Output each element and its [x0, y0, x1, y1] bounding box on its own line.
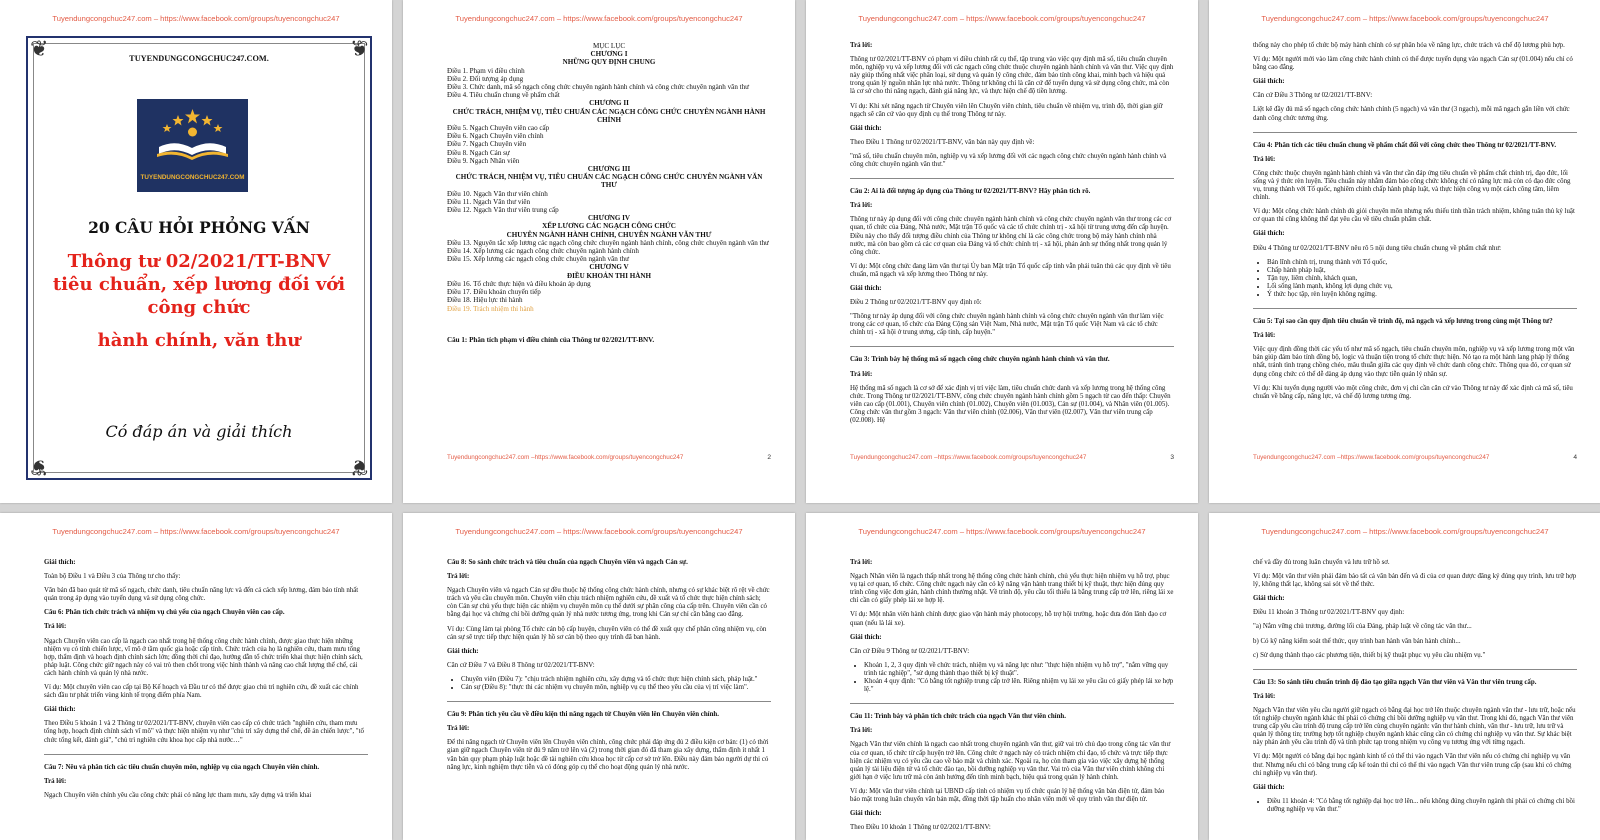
cover-footer: Có đáp án và giải thích — [105, 422, 293, 441]
toc-chapter-heading: CHUYÊN NGÀNH HÀNH CHÍNH, CHUYÊN NGÀNH VĂN THƯ — [506, 230, 712, 239]
paragraph: Ngạch Chuyên viên cao cấp là ngạch cao nhất trong hệ thống công chức hành chính, được giao thực hiện những nhiệm vụ có tính chiến lược, vĩ mô ở tầm quốc gia hoặc cấp tỉnh. Chức trách của họ là nghiên cứu, tham mưu tổng hợp, thẩm định và hoạch định chính sách lớn; đồng thời chỉ đạo, hướng dẫn tổ chức triển khai thực hiện chính sách, pháp luật. Công chức giữ ngạch này có vai trò then chốt trong việc hình thành và nâng cao chất lượng thể chế, cải cách hành chính và quản lý nhà nước. — [44, 637, 363, 677]
paragraph: Ví dụ: Một người mới vào làm công chức hành chính có thể được tuyển dụng vào ngạch Cán sự (01.004) nếu chỉ có bằng cao đẳng. — [1253, 56, 1573, 72]
page-5[interactable] — [0, 513, 392, 840]
toc-chapter-heading: CHƯƠNG II — [589, 99, 629, 108]
page-header: Tuyendungcongchuc247.com – https://www.facebook.com/groups/tuyencongchuc247 — [455, 527, 743, 536]
paragraph: Ví dụ: Một công chức hành chính dù giỏi chuyên môn nhưng nếu thiếu tinh thần trách nhiệm, không tuân thủ kỷ luật cơ quan thì cũng không thể đạt yêu cầu về tiêu chuẩn phẩm chất. — [1253, 208, 1575, 224]
paragraph: Ví dụ: Một văn thư viên chính tại UBND cấp tỉnh có nhiệm vụ tổ chức quản lý hệ thống văn bản điện tử, đảm bảo bảo mật trong luân chuyển văn bản mật, đồng thời tập huấn cho nhân viên mới về quy trình văn thư điện tử. — [850, 787, 1165, 803]
paragraph: Điều 11 khoản 3 Thông tư 02/2021/TT-BNV quy định: — [1253, 609, 1405, 617]
paragraph: Thông tư này áp dụng đối với công chức chuyên ngành hành chính và công chức chuyên ngành văn thư trong các cơ quan, tổ chức của Đảng, Nhà nước, Mặt trận Tổ quốc và các tổ chức chính trị - xã hội từ trung ương đến cấp huyện. Điều này cho thấy đối tượng điều chỉnh của Thông tư không chỉ là các công chức trong bộ máy hành chính nhà nước, mà còn bao gồm cả các cơ quan của Đảng và tổ chức chính trị - xã hội, phản ánh sự thống nhất trong quản lý công chức. — [850, 216, 1172, 256]
cover-subtitle-line: Thông tư 02/2021/TT-BNV — [67, 251, 331, 272]
paragraph: Ngạch Chuyên viên và ngạch Cán sự đều thuộc hệ thống công chức hành chính, nhưng có sự khác biệt rõ rệt về chức trách và yêu cầu chuyên môn. Chuyên viên chịu trách nhiệm nghiên cứu, đề xuất và tổ chức thực hiện chính sách; còn Cán sự chủ yếu thực hiện các nhiệm vụ chuyên môn cụ thể dưới sự phân công của cấp trên. Chuyên viên cần có bằng đại học và chứng chỉ bồi dưỡng quản lý nhà nước tương ứng, trong khi Cán sự chỉ cần bằng cao đẳng. — [447, 587, 770, 619]
section-heading: Giải thích: — [1253, 783, 1285, 791]
paragraph: Ví dụ: Một chuyên viên cao cấp tại Bộ Kế hoạch và Đầu tư có thể được giao chủ trì nghiên cứu, đề xuất các chính sách đầu tư phát triển vùng kinh tế trọng điểm phía Nam. — [44, 684, 359, 700]
toc-entry[interactable]: Điều 8. Ngạch Cán sự — [447, 148, 510, 157]
page-body — [447, 559, 771, 778]
page-number: 2 — [767, 454, 771, 461]
cover-frame — [26, 36, 372, 480]
toc-entry[interactable]: Điều 18. Hiệu lực thi hành — [447, 296, 523, 305]
toc-entry[interactable]: Điều 6. Ngạch Chuyên viên chính — [447, 132, 544, 141]
cover-subtitle — [36, 250, 362, 352]
paragraph: "Thông tư này áp dụng đối với công chức chuyên ngành hành chính và công chức chuyên ngành văn thư làm việc trong các cơ quan, tổ chức của Đảng Cộng sản Việt Nam, Nhà nước, Mặt trận Tổ quốc Việt Nam và các tổ chức chính trị - xã hội ở trung ương, cấp tỉnh, cấp huyện." — [850, 313, 1164, 337]
toc-entry[interactable]: Điều 16. Tổ chức thực hiện và điều khoản áp dụng — [447, 279, 591, 288]
page-toc[interactable] — [403, 0, 795, 503]
paragraph: Theo Điều 5 khoản 1 và 2 Thông tư 02/2021/TT-BNV, chuyên viên cao cấp có chức trách "nghiên cứu, tham mưu tổng hợp, hoạch định chính sách vĩ mô" và thực hiện nhiệm vụ như "chủ trì xây dựng thể chế, đề án chiến lược", "tổ chức tổng kết, đánh giá", "chủ trì nghiên cứu khoa học cấp nhà nước…" — [44, 720, 364, 744]
section-heading: Câu 13: So sánh tiêu chuẩn trình độ đào tạo giữa ngạch Văn thư viên và Văn thư viên trung cấp. — [1253, 678, 1537, 686]
section-heading: Trả lời: — [447, 725, 470, 733]
page-8[interactable] — [1209, 513, 1600, 840]
section-heading: Câu 4: Phân tích các tiêu chuẩn chung về phẩm chất đối với công chức theo Thông tư 02/2021/TT-BNV. — [1253, 141, 1557, 149]
section-heading: Giải thích: — [44, 559, 76, 566]
paragraph: Ví dụ: Một công chức đang làm văn thư tại Ủy ban Mặt trận Tổ quốc cấp tỉnh vẫn phải tuân thủ các quy định về tiêu chuẩn, mã ngạch và xếp lương theo Thông tư này. — [850, 262, 1171, 278]
paragraph: Điều 4 Thông tư 02/2021/TT-BNV nêu rõ 5 nội dung tiêu chuẩn chung về phẩm chất như: — [1253, 244, 1502, 252]
paragraph: b) Có kỹ năng kiểm soát thể thức, quy trình ban hành văn bản hành chính... — [1253, 637, 1461, 645]
list-item: • Bản lĩnh chính trị, trung thành với Tổ quốc, — [1267, 259, 1577, 267]
toc-entry[interactable]: Điều 19. Trách nhiệm thi hành — [447, 304, 534, 313]
paragraph: Căn cứ Điều 7 và Điều 8 Thông tư 02/2021/TT-BNV: — [447, 661, 595, 669]
section-heading: Giải thích: — [850, 284, 882, 292]
section-divider — [1253, 669, 1577, 670]
list-item: • Ý thức học tập, rèn luyện không ngừng. — [1267, 291, 1577, 299]
list-item: • Điều 11 khoản 4: "Có bằng tốt nghiệp đại học trở lên... nếu không đúng chuyên ngành thì phải có chứng chỉ bồi dưỡng nghiệp vụ văn thư." — [1267, 798, 1577, 814]
section-heading: Trả lời: — [850, 727, 873, 735]
section-heading: Giải thích: — [1253, 230, 1285, 238]
cover-site-name: TUYENDUNGCONGCHUC247.COM. — [129, 54, 269, 63]
paragraph: Công chức thuộc chuyên ngành hành chính và văn thư cần đáp ứng tiêu chuẩn về phẩm chất chính trị, đạo đức, lối sống và ý thức rèn luyện. Tiêu chuẩn này nhằm đảm bảo công chức không chỉ có năng lực mà còn có đạo đức công vụ, trung thành với Tổ quốc, nghiêm chỉnh chấp hành pháp luật, và thực hiện công vụ một cách công tâm, liêm chính. — [1253, 169, 1571, 202]
toc-chapter-heading: CHƯƠNG III — [587, 165, 631, 174]
page-header: Tuyendungcongchuc247.com – https://www.facebook.com/groups/tuyencongchuc247 — [455, 14, 743, 23]
toc-chapter-heading: CHỨC TRÁCH, NHIỆM VỤ, TIÊU CHUẨN CÁC NGẠCH CÔNG CHỨC CHUYÊN NGÀNH VĂN THƯ — [455, 173, 763, 190]
cover-subtitle-line: tiêu chuẩn, xếp lương đối với — [52, 274, 346, 295]
page-cover[interactable] — [0, 0, 392, 503]
paragraph: Ví dụ: Một văn thư viên phải đảm bảo tất cả văn bản đến và đi của cơ quan được đăng ký đúng quy trình, lưu trữ hợp lý, không thất lạc, không sai sót về thể thức. — [1253, 573, 1577, 589]
toc-chapter-heading: CHƯƠNG I — [590, 50, 628, 59]
paragraph: Căn cứ Điều 3 Thông tư 02/2021/TT-BNV: — [1253, 92, 1373, 100]
page-6[interactable] — [403, 513, 795, 840]
toc-entry[interactable]: Điều 14. Xếp lương các ngạch công chức chuyên ngành hành chính — [447, 247, 639, 256]
section-heading: Giải thích: — [850, 124, 882, 132]
section-heading: Câu 5: Tại sao cần quy định tiêu chuẩn về trình độ, mã ngạch và xếp lương trong cùng một Thông tư? — [1253, 318, 1553, 326]
list-item: • Chuyên viên (Điều 7): "chịu trách nhiệm nghiên cứu, xây dựng và tổ chức thực hiện chính sách, pháp luật." — [461, 676, 771, 684]
section-heading: Câu 11: Trình bày và phân tích chức trách của ngạch Văn thư viên chính. — [850, 713, 1066, 721]
section-heading: Trả lời: — [44, 777, 67, 785]
page-body — [850, 559, 1174, 838]
page-number: 4 — [1573, 454, 1577, 461]
section-heading: Câu 7: Nêu và phân tích các tiêu chuẩn chuyên môn, nghiệp vụ của ngạch Chuyên viên chính. — [44, 763, 320, 771]
toc-chapter-heading: CHƯƠNG IV — [587, 214, 631, 223]
paragraph: Ngạch Nhân viên là ngạch thấp nhất trong hệ thống công chức hành chính, chủ yếu thực hiện nhiệm vụ hỗ trợ, phục vụ tại cơ quan, tổ chức. Công chức ngạch này cần có kỹ năng vận hành trang thiết bị kỹ thuật, thực hiện đúng quy trình công việc đơn giản, hành chính thường nhật. Về trình độ, yêu cầu tối thiểu là bằng trung cấp trở lên, riêng lái xe chỉ cần có giấy phép lái xe hợp lệ. — [850, 573, 1174, 605]
paragraph: c) Sử dụng thành thạo các phương tiện, thiết bị kỹ thuật phục vụ yêu cầu nhiệm vụ." — [1253, 651, 1486, 659]
list-item: • Khoản 1, 2, 3 quy định về chức trách, nhiệm vụ và năng lực như: "thực hiện nhiệm vụ hỗ trợ", "nắm vững quy trình tác nghiệp", "sử dụng thành thạo thiết bị kỹ thuật". — [864, 662, 1174, 678]
section-heading: Giải thích: — [44, 706, 76, 714]
paragraph: chế và đầy đủ trong luân chuyển và lưu trữ hồ sơ. — [1253, 559, 1390, 566]
section-heading: Câu 8: So sánh chức trách và tiêu chuẩn của ngạch Chuyên viên và ngạch Cán sự. — [447, 559, 688, 566]
paragraph: Liệt kê đầy đủ mã số ngạch công chức hành chính (5 ngạch) và văn thư (3 ngạch), mỗi mã ngạch gắn liền với chức danh công chức tương ứng. — [1253, 106, 1570, 122]
toc-chapter-heading: CHỨC TRÁCH, NHIỆM VỤ, TIÊU CHUẨN CÁC NGẠCH CÔNG CHỨC CHUYÊN NGÀNH HÀNH CHÍNH — [452, 107, 766, 124]
paragraph: Ví dụ: Cùng làm tại phòng Tổ chức cán bộ cấp huyện, chuyên viên có thể đề xuất quy chế phân công nhiệm vụ, còn cán sự sẽ trực tiếp thực hiện quản lý hồ sơ cán bộ theo quy trình đã ban hành. — [447, 625, 767, 641]
logo-graphic — [137, 99, 248, 192]
section-divider — [447, 701, 771, 702]
page-number: 3 — [1170, 454, 1174, 461]
toc-entry[interactable]: Điều 13. Nguyên tắc xếp lương các ngạch công chức chuyên ngành hành chính, công chức chuyên ngành văn thư — [447, 238, 769, 247]
toc-chapter-heading: NHỮNG QUY ĐỊNH CHUNG — [562, 58, 656, 67]
paragraph: Ví dụ: Một nhân viên hành chính được giao vận hành máy photocopy, hỗ trợ hội trường, hoặc đưa đón lãnh đạo cơ quan (nếu là lái xe). — [850, 611, 1167, 627]
section-heading: Câu 9: Phân tích yêu cầu về điều kiện thi nâng ngạch từ Chuyên viên lên Chuyên viên chính. — [447, 711, 719, 719]
cover-subtitle-line: hành chính, văn thư — [97, 330, 301, 351]
section-heading: Trả lời: — [850, 370, 873, 378]
page-footer: Tuyendungcongchuc247.com –https://www.facebook.com/groups/tuyencongchuc247 — [850, 454, 1087, 461]
section-heading: Câu 2: Ai là đối tượng áp dụng của Thông tư 02/2021/TT-BNV? Hãy phân tích rõ. — [850, 188, 1091, 196]
paragraph: Ví dụ: Một người có bằng đại học ngành kinh tế có thể thi vào ngạch Văn thư viên nếu có chứng chỉ nghiệp vụ văn thư. Nhưng nếu chỉ có bằng trung cấp kế toán thì chỉ có thể thi vào ngạch Văn thư viên trung cấp (sau khi có chứng chỉ nghiệp vụ văn thư). — [1253, 753, 1572, 777]
section-heading: Giải thích: — [1253, 78, 1285, 86]
section-heading: Câu 6: Phân tích chức trách và nhiệm vụ chủ yếu của ngạch Chuyên viên cao cấp. — [44, 609, 285, 617]
paragraph: Ví dụ: Khi xét nâng ngạch từ Chuyên viên lên Chuyên viên chính, tiêu chuẩn về nhiệm vụ, trình độ, thời gian giữ ngạch sẽ căn cứ vào quy định cụ thể trong Thông tư này. — [850, 102, 1163, 118]
section-heading: Trả lời: — [850, 202, 873, 210]
section-heading: Câu 3: Trình bày hệ thống mã số ngạch công chức chuyên ngành hành chính và văn thư. — [850, 356, 1110, 364]
toc-entry[interactable]: Điều 9. Ngạch Nhân viên — [447, 156, 520, 165]
toc-entry[interactable]: Điều 17. Điều khoản chuyển tiếp — [447, 288, 541, 297]
corner-ornament-icon: ❦ — [30, 454, 49, 479]
list-item: • Cán sự (Điều 8): "thực thi các nhiệm vụ chuyên môn, nghiệp vụ cụ thể theo yêu cầu của vị trí việc làm". — [461, 684, 771, 692]
page-header: Tuyendungcongchuc247.com – https://www.facebook.com/groups/tuyencongchuc247 — [52, 14, 340, 23]
section-divider — [850, 703, 1174, 704]
toc-entry[interactable]: Điều 5. Ngạch Chuyên viên cao cấp — [447, 124, 550, 133]
page-header: Tuyendungcongchuc247.com – https://www.facebook.com/groups/tuyencongchuc247 — [52, 527, 340, 536]
section-heading: Trả lời: — [1253, 692, 1276, 700]
paragraph: Theo Điều 10 khoản 1 Thông tư 02/2021/TT-BNV: — [850, 824, 991, 832]
page-header: Tuyendungcongchuc247.com – https://www.facebook.com/groups/tuyencongchuc247 — [858, 527, 1146, 536]
page-header: Tuyendungcongchuc247.com – https://www.facebook.com/groups/tuyencongchuc247 — [858, 14, 1146, 23]
list-item: • Chấp hành pháp luật, — [1267, 267, 1577, 275]
section-heading: Giải thích: — [850, 810, 882, 818]
toc-list — [447, 50, 771, 313]
paragraph: "mã số, tiêu chuẩn chuyên môn, nghiệp vụ và xếp lương đối với các ngạch công chức chuyên ngành hành chính và công chức chuyên ngành văn thư." — [850, 152, 1167, 169]
cover-title: 20 CÂU HỎI PHỎNG VẤN — [88, 218, 310, 237]
page-header: Tuyendungcongchuc247.com – https://www.facebook.com/groups/tuyencongchuc247 — [1261, 14, 1549, 23]
toc-entry[interactable]: Điều 11. Ngạch Văn thư viên — [447, 197, 531, 206]
paragraph: Ngạch Chuyên viên chính yêu cầu công chức phải có năng lực tham mưu, xây dựng và triển khai — [44, 791, 312, 799]
toc-entry[interactable]: Điều 7. Ngạch Chuyên viên — [447, 140, 526, 149]
page-body — [1253, 42, 1577, 407]
paragraph: Thông tư 02/2021/TT-BNV có phạm vi điều chỉnh rất cụ thể, tập trung vào việc quy định mã số, tiêu chuẩn chuyên môn, nghiệp vụ và xếp lương đối với các ngạch công chức thuộc chuyên ngành hành chính và văn thư. Việc quy định này giúp thống nhất việc phân loại, sử dụng và quản lý công chức, đảm bảo tính công khai, minh bạch và hiệu quả trong quản lý nguồn nhân lực nhà nước. Thông tư không chỉ là căn cứ để tuyển dụng và sử dụng công chức, mà còn là cơ sở cho thi nâng ngạch, đánh giá năng lực, và thực hiện chế độ tiền lương. — [850, 56, 1174, 96]
paragraph: Để thi nâng ngạch từ Chuyên viên lên Chuyên viên chính, công chức phải đáp ứng đủ 2 điều kiện cơ bản: (1) có thời gian giữ ngạch Chuyên viên từ đủ 9 năm trở lên và (2) trong thời gian đó đã tham gia xây dựng, thẩm định ít nhất 1 văn bản quy phạm pháp luật hoặc đề tài nghiên cứu khoa học từ cấp cơ sở trở lên. Điều này đảm bảo người dự thi có năng lực, kinh nghiệm thực tiễn và có đóng góp cụ thể cho hoạt động quản lý nhà nước. — [447, 739, 769, 771]
toc-entry[interactable]: Điều 12. Ngạch Văn thư viên trung cấp — [447, 206, 559, 215]
paragraph: thống này cho phép tổ chức bộ máy hành chính có sự phân hóa về năng lực, chức trách và chế độ lương phù hợp. — [1253, 42, 1565, 49]
list-item: • Lối sống lành mạnh, không lợi dụng chức vụ, — [1267, 283, 1577, 291]
section-divider — [850, 346, 1174, 347]
corner-ornament-icon: ❦ — [349, 454, 368, 479]
section-heading: Trả lời: — [447, 573, 470, 581]
question-heading: Câu 1: Phân tích phạm vi điều chỉnh của Thông tư 02/2021/TT-BNV. — [447, 335, 655, 344]
page-footer: Tuyendungcongchuc247.com –https://www.facebook.com/groups/tuyencongchuc247 — [447, 454, 684, 461]
list-item: • Tận tụy, liêm chính, khách quan, — [1267, 275, 1577, 283]
toc-entry[interactable]: Điều 3. Chức danh, mã số ngạch công chức chuyên ngành hành chính và công chức chuyên ngành văn thư — [447, 83, 749, 92]
toc-entry[interactable]: Điều 4. Tiêu chuẩn chung về phẩm chất — [447, 91, 560, 100]
page-body — [44, 559, 368, 806]
toc-entry[interactable]: Điều 15. Xếp lương các ngạch công chức chuyên ngành văn thư — [447, 255, 629, 264]
paragraph: Hệ thống mã số ngạch là cơ sở để xác định vị trí việc làm, tiêu chuẩn chức danh và xếp lương trong hệ thống công chức. Trong Thông tư 02/2021/TT-BNV, công chức chuyên ngành hành chính gồm 5 ngạch từ cao đến thấp: Chuyên viên cao cấp (01.001), Chuyên viên chính (01.002), Chuyên viên (01.003), Cán sự (01.004), và Nhân viên (01.005). Công chức văn thư gồm 3 ngạch: Văn thư viên chính (02.006), Văn thư viên (02.007), Văn thư viên trung cấp (02.008). Hệ — [850, 384, 1171, 424]
section-divider — [1253, 132, 1577, 133]
paragraph: Căn cứ Điều 9 Thông tư 02/2021/TT-BNV: — [850, 647, 970, 655]
corner-ornament-icon: ❦ — [30, 37, 49, 62]
cover-subtitle-line: công chức — [147, 297, 251, 318]
section-heading: Trả lời: — [850, 559, 873, 566]
toc-entry[interactable]: Điều 2. Đối tượng áp dụng — [447, 74, 524, 83]
section-heading: Giải thích: — [447, 647, 479, 655]
page-3[interactable] — [806, 0, 1198, 503]
paragraph: Ví dụ: Khi tuyển dụng người vào một công chức, đơn vị chỉ cần căn cứ vào Thông tư này để xác định cả mã số, tiêu chuẩn về bằng cấp, năng lực, và chế độ lương tương ứng. — [1253, 384, 1573, 400]
page-body — [1253, 559, 1577, 820]
section-heading: Trả lời: — [850, 42, 873, 49]
paragraph: Việc quy định đồng thời các yếu tố như mã số ngạch, tiêu chuẩn chuyên môn, nghiệp vụ và xếp lương trong một văn bản giúp đảm bảo tính đồng bộ, logic và thuận tiện trong tổ chức thực hiện. Nó tạo ra một hành lang pháp lý thống nhất, tránh tình trạng chồng chéo, mâu thuẫn giữa các quy định về chức danh công chức. Thông qua đó, cơ quan sử dụng công chức có thể dễ dàng áp dụng vào thực tiễn quản lý nhân sự. — [1253, 346, 1575, 378]
toc-chapter-heading: ĐIỀU KHOẢN THI HÀNH — [566, 271, 652, 280]
toc-entry[interactable]: Điều 1. Phạm vi điều chỉnh — [447, 66, 525, 75]
section-divider — [1253, 308, 1577, 309]
bullet-list — [1253, 798, 1577, 814]
page-footer: Tuyendungcongchuc247.com –https://www.facebook.com/groups/tuyencongchuc247 — [1253, 454, 1490, 461]
page-7[interactable] — [806, 513, 1198, 840]
section-divider — [44, 754, 368, 755]
page-body — [850, 42, 1174, 431]
corner-ornament-icon: ❦ — [349, 37, 368, 62]
paragraph: Ngạch Văn thư viên chính là ngạch cao nhất trong chuyên ngành văn thư, giữ vai trò chủ đạo trong công tác văn thư của cơ quan, tổ chức từ cấp huyện trở lên. Công chức ở ngạch này có trách nhiệm chỉ đạo, tổ chức và trực tiếp thực hiện các nhiệm vụ có yêu cầu cao về bảo mật và chính xác. Ngoài ra, họ còn tham gia vào việc xây dựng hệ thống quản lý tài liệu điện tử và tổ chức đào tạo, bồi dưỡng nghiệp vụ văn thư. Vai trò của Văn thư viên chính không chỉ giới hạn ở việc lưu trữ mà còn ảnh hưởng đến tính minh bạch, hiệu quả trong quản lý hành chính. — [850, 741, 1171, 781]
toc-chapter-heading: CHƯƠNG V — [589, 263, 629, 272]
logo-text: TUYENDUNGCONGCHUC247.COM — [140, 174, 245, 181]
toc-entry[interactable]: Điều 10. Ngạch Văn thư viên chính — [447, 189, 548, 198]
bullet-list — [447, 676, 771, 692]
page-header: Tuyendungcongchuc247.com – https://www.facebook.com/groups/tuyencongchuc247 — [1261, 527, 1549, 536]
table-of-contents — [447, 42, 771, 344]
paragraph: Theo Điều 1 Thông tư 02/2021/TT-BNV, văn bản này quy định về: — [850, 138, 1035, 146]
paragraph: "a) Nắm vững chủ trương, đường lối của Đảng, pháp luật về công tác văn thư... — [1253, 623, 1472, 631]
section-divider — [850, 178, 1174, 179]
paragraph: Ngạch Văn thư viên yêu cầu người giữ ngạch có bằng đại học trở lên thuộc chuyên ngành văn thư - lưu trữ, hoặc nếu tốt nghiệp chuyên ngành khác thì phải có chứng chỉ bồi dưỡng nghiệp vụ văn thư. Trong khi đó, ngạch Văn thư viên trung cấp yêu cầu trình độ trung cấp trở lên cùng chuyên ngành: văn thư hành chính, văn thư - lưu trữ, lưu trữ và quản lý thông tin; trường hợp tốt nghiệp chuyên ngành khác cũng cần có chứng chỉ nghiệp vụ văn thư. Sự khác biệt này phản ánh yêu cầu trình độ và tính phức tạp trong nhiệm vụ công vụ tương ứng với từng ngạch. — [1253, 706, 1576, 747]
bullet-list — [850, 662, 1174, 694]
toc-chapter-heading: XẾP LƯƠNG CÁC NGẠCH CÔNG CHỨC — [542, 222, 676, 231]
bullet-list — [1253, 259, 1577, 299]
page-4[interactable] — [1209, 0, 1600, 503]
section-heading: Giải thích: — [850, 633, 882, 641]
section-heading: Trả lời: — [44, 623, 67, 631]
list-item: • Khoản 4 quy định: "Có bằng tốt nghiệp trung cấp trở lên. Riêng nhiệm vụ lái xe yêu cầu có giấy phép lái xe hợp lệ." — [864, 678, 1174, 694]
paragraph: Toàn bộ Điều 1 và Điều 3 của Thông tư cho thấy: — [44, 573, 181, 581]
toc-heading: MỤC LỤC — [592, 42, 626, 50]
logo — [137, 99, 248, 192]
section-heading: Trả lời: — [1253, 155, 1276, 163]
section-heading: Trả lời: — [1253, 332, 1276, 340]
paragraph: Điều 2 Thông tư 02/2021/TT-BNV quy định rõ: — [850, 299, 982, 307]
section-heading: Giải thích: — [1253, 595, 1285, 603]
paragraph: Văn bản đã bao quát từ mã số ngạch, chức danh, tiêu chuẩn năng lực và đến cả cách xếp lương, đảm bảo tính nhất quán trong áp dụng vào tuyển dụng và sử dụng công chức. — [44, 587, 359, 603]
